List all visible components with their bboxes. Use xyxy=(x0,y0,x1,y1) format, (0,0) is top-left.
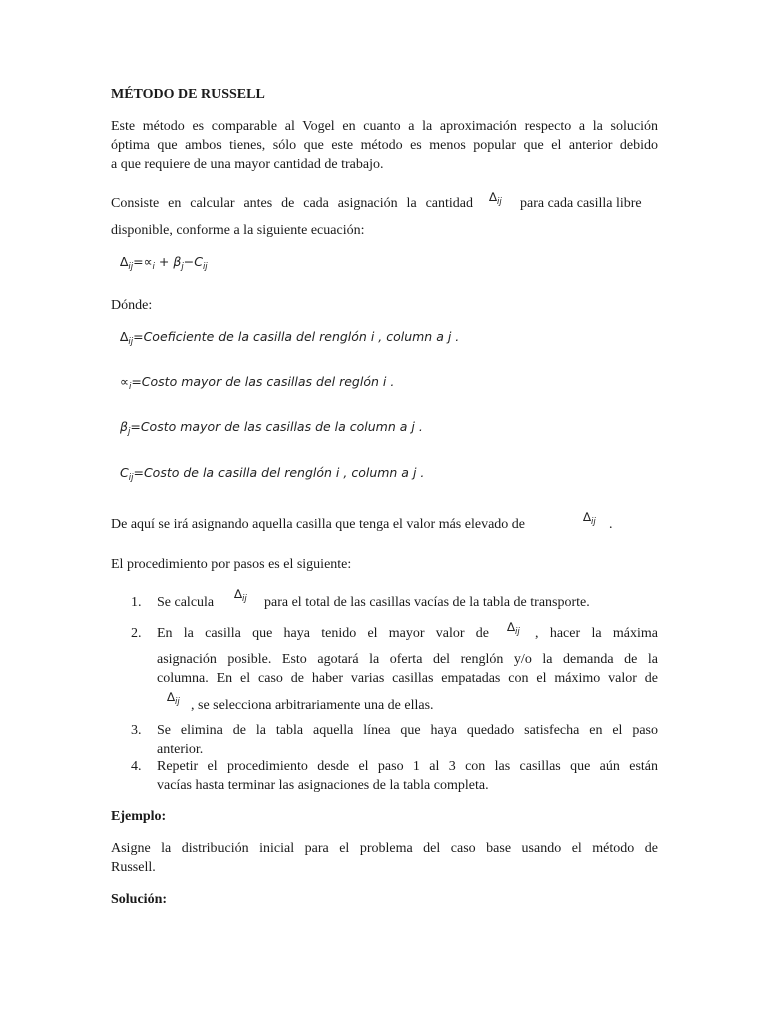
delta-ij-symbol: $\Delta_{ij}$ xyxy=(489,190,502,207)
intro-line-1: Este método es comparable al Vogel en cuanto a la aproximación respecto a la solución xyxy=(111,119,658,134)
main-equation: $\Delta_{ij}=\propto_i + \beta_j-C_{ij}$ xyxy=(120,254,208,272)
step-2-number: 2. xyxy=(131,626,142,641)
consiste-text-2: para cada casilla libre xyxy=(520,196,642,211)
step-4-line-2: vacías hasta terminar las asignaciones de la tabla completa. xyxy=(157,778,489,793)
delta-ij-symbol: $\Delta_{ij}$ xyxy=(167,690,180,707)
step-3-line-2: anterior. xyxy=(157,742,204,757)
alpha-definition: $\propto_i=Costo$ mayor de las casillas del reglón i . xyxy=(120,374,395,392)
step-2-text-b: , hacer la máxima xyxy=(535,626,658,641)
step-2-line-4: , se selecciona arbitrariamente una de ellas. xyxy=(191,698,434,713)
step-2-line-2: asignación posible. Esto agotará la oferta del renglón y/o la demanda de la xyxy=(157,652,658,667)
step-1-number: 1. xyxy=(131,595,142,610)
donde-label: Dónde: xyxy=(111,298,153,313)
delta-definition: $\Delta_{ij}=Coeficiente$ de la casilla del renglón i , column a j . xyxy=(120,329,460,347)
ejemplo-line-1: Asigne la distribución inicial para el problema del caso base usando el método de xyxy=(111,841,658,856)
delta-ij-symbol: $\Delta_{ij}$ xyxy=(507,620,520,637)
asignando-end: . xyxy=(609,517,613,532)
step-4-number: 4. xyxy=(131,759,142,774)
step-3-number: 3. xyxy=(131,723,142,738)
step-4-line-1: Repetir el procedimiento desde el paso 1 al 3 con las casillas que aún están xyxy=(157,759,658,774)
consiste-text-3: disponible, conforme a la siguiente ecuación: xyxy=(111,223,365,238)
step-3-line-1: Se elimina de la tabla aquella línea que haya quedado satisfecha en el paso xyxy=(157,723,658,738)
step-2-text-a: En la casilla que haya tenido el mayor valor de xyxy=(157,626,489,641)
consiste-text-1: Consiste en calcular antes de cada asignación la cantidad xyxy=(111,196,473,211)
c-definition: $C_{ij}=Costo$ de la casilla del renglón i , column a j . xyxy=(120,465,425,483)
intro-line-2: óptima que ambos tienes, sólo que este método es menos popular que el anterior debido xyxy=(111,138,658,153)
step-2-line-3: columna. En el caso de haber varias casillas empatadas con el máximo valor de xyxy=(157,671,658,686)
beta-definition: $\beta_j=Costo$ mayor de las casillas de la column a j . xyxy=(120,419,423,437)
delta-ij-symbol: $\Delta_{ij}$ xyxy=(583,510,596,527)
page-title: MÉTODO DE RUSSELL xyxy=(111,87,265,102)
ejemplo-line-2: Russell. xyxy=(111,860,156,875)
intro-line-3: a que requiere de una mayor cantidad de trabajo. xyxy=(111,157,384,172)
step-1-text-b: para el total de las casillas vacías de la tabla de transporte. xyxy=(264,595,590,610)
delta-ij-symbol: $\Delta_{ij}$ xyxy=(234,587,247,604)
step-1-text-a: Se calcula xyxy=(157,595,215,610)
solucion-heading: Solución: xyxy=(111,892,168,907)
asignando-text: De aquí se irá asignando aquella casilla que tenga el valor más elevado de xyxy=(111,517,525,532)
ejemplo-heading: Ejemplo: xyxy=(111,809,167,824)
procedimiento-text: El procedimiento por pasos es el siguiente: xyxy=(111,557,352,572)
